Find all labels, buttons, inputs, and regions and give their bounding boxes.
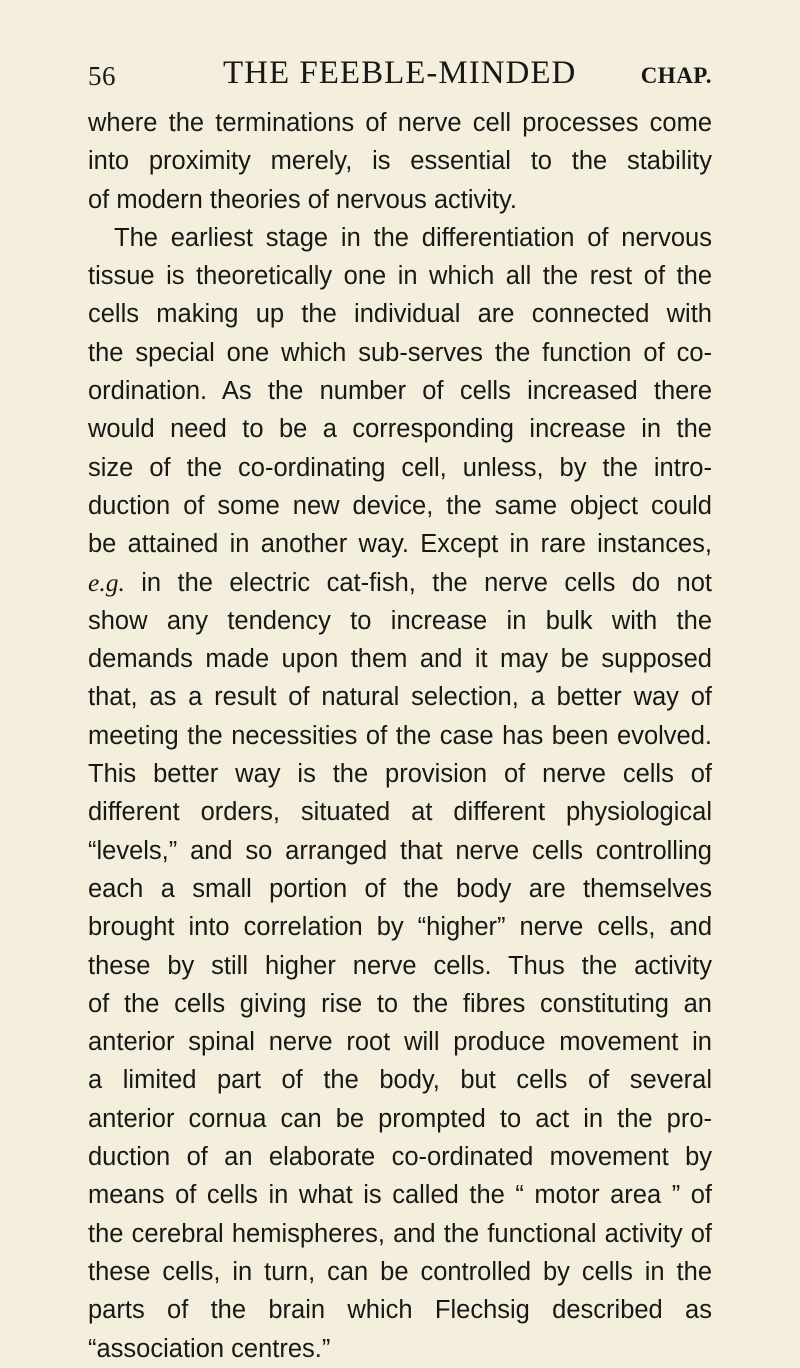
text-line: tissue is theoretically one in which all the rest of the bbox=[88, 262, 712, 291]
text-line: the special one which sub-serves the function of co- bbox=[88, 338, 712, 367]
text-line: size of the co-ordinating cell, unless, by the intro- bbox=[88, 453, 712, 482]
chapter-label: CHAP. bbox=[640, 63, 712, 88]
text-line: brought into correlation by “higher” nerve cells, and bbox=[88, 913, 712, 942]
text-line-rest: in the electric cat-fish, the nerve cells do not bbox=[141, 568, 712, 597]
text-line: different orders, situated at different physiological bbox=[88, 798, 712, 827]
text-line: The earliest stage in the differentiation of nervous bbox=[114, 223, 712, 252]
text-line: means of cells in what is called the “ motor area ” of bbox=[88, 1181, 712, 1210]
text-line: duction of an elaborate co-ordinated movement by bbox=[88, 1143, 712, 1172]
text-line: ordination. As the number of cells increased there bbox=[88, 377, 712, 406]
text-line: that, as a result of natural selection, a better way of bbox=[88, 683, 712, 712]
text-line: where the terminations of nerve cell processes come bbox=[88, 109, 712, 137]
page-header bbox=[88, 55, 712, 99]
text-line: This better way is the provision of nerve cells of bbox=[88, 760, 712, 789]
text-line: anterior spinal nerve root will produce movement in bbox=[88, 1028, 712, 1057]
running-title: THE FEEBLE-MINDED bbox=[223, 55, 577, 91]
text-line: of the cells giving rise to the fibres constituting an bbox=[88, 989, 712, 1018]
text-line: the cerebral hemispheres, and the functional activity of bbox=[88, 1219, 712, 1248]
text-line: “levels,” and so arranged that nerve cells controlling bbox=[88, 836, 712, 865]
text-line: each a small portion of the body are themselves bbox=[88, 874, 712, 903]
text-line: be attained in another way. Except in rare instances, bbox=[88, 530, 712, 559]
text-line: these cells, in turn, can be controlled by cells in the bbox=[88, 1257, 712, 1286]
text-line: meeting the necessities of the case has been evolved. bbox=[88, 721, 712, 750]
text-line: into proximity merely, is essential to the stability bbox=[88, 147, 712, 176]
body-text bbox=[88, 104, 712, 1368]
text-line: demands made upon them and it may be supposed bbox=[88, 645, 712, 674]
text-line: of modern theories of nervous activity. bbox=[88, 185, 517, 214]
text-line: duction of some new device, the same object could bbox=[88, 491, 712, 520]
page-number: 56 bbox=[88, 61, 116, 91]
text-line: show any tendency to increase in bulk with the bbox=[88, 606, 712, 635]
text-line: cells making up the individual are connected with bbox=[88, 300, 712, 329]
text-line: would need to be a corresponding increase in the bbox=[88, 415, 712, 444]
text-line: these by still higher nerve cells. Thus the activity bbox=[88, 951, 712, 980]
italic-abbreviation: e.g. bbox=[88, 567, 125, 597]
text-line-with-italic bbox=[88, 564, 712, 602]
text-line: “association centres.” bbox=[88, 1334, 331, 1363]
text-line: anterior cornua can be prompted to act in the pro- bbox=[88, 1104, 712, 1133]
text-line: a limited part of the body, but cells of several bbox=[88, 1066, 712, 1095]
text-line: parts of the brain which Flechsig described as bbox=[88, 1296, 712, 1325]
